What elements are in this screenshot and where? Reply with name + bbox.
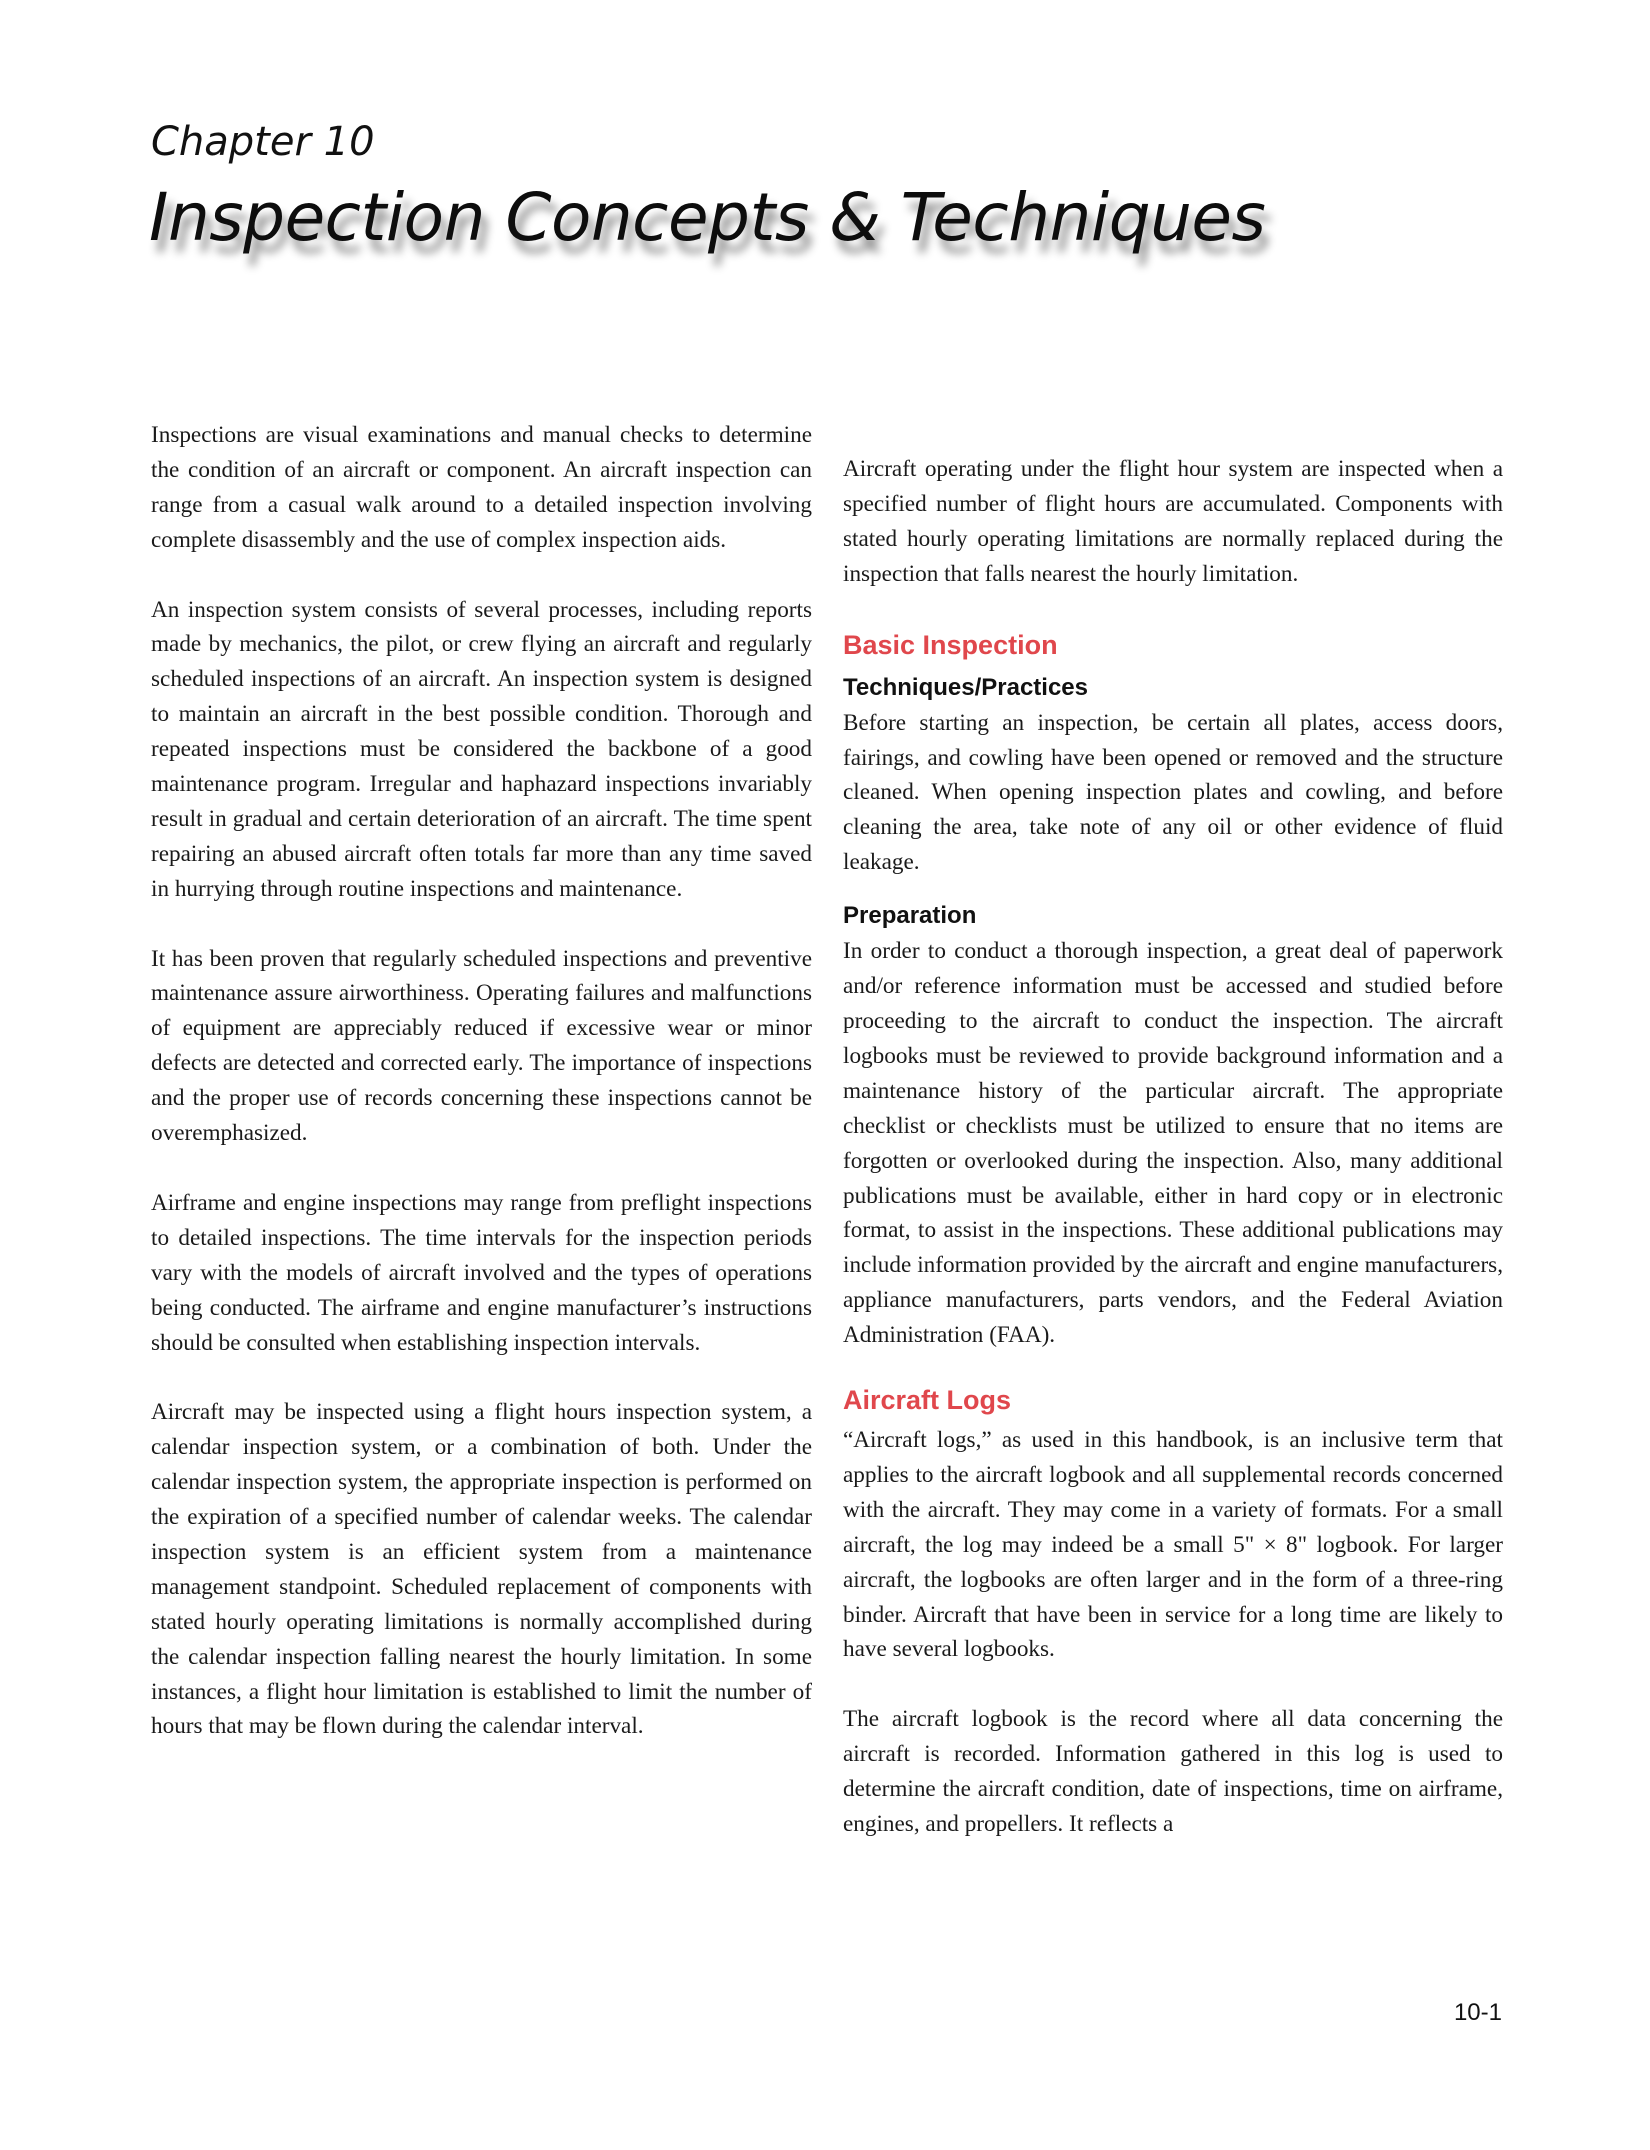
- chapter-label: Chapter 10: [151, 119, 375, 165]
- section-heading-aircraft-logs: Aircraft Logs: [843, 1385, 1012, 1416]
- left-column: [151, 418, 812, 1779]
- paragraph-inspection-system: An inspection system consists of several processes, including reports made by mechanics, the pilot, or crew flying an aircraft and regularly scheduled inspections of an aircraft. An inspection system is designed to maintain an aircraft in the best possible condition. Thorough and repeated inspections must be considered the backbone of a good maintenance program. Irregular and haphazard inspections invariably result in gradual and certain deterioration of an aircraft. The time spent repairing an abused aircraft often totals far more than any time saved in hurrying through routine inspections and maintenance.: [151, 596, 812, 902]
- paragraph-calendar-system: Aircraft may be inspected using a flight hours inspection system, a calendar inspection system, or a combination of both. Under the calendar inspection system, the appropriate inspection is performed on the expiration of a specified number of calendar weeks. The calendar inspection system is an efficient system from a maintenance management standpoint. Scheduled replacement of components with stated hourly operating limitations is normally accomplished during the calendar inspection falling nearest the hourly limitation. In some instances, a flight hour limitation is established to limit the number of hours that may be flown during the calendar interval.: [151, 1399, 812, 1740]
- chapter-title: Inspection Concepts & Techniques: [149, 179, 1266, 256]
- paragraph-airworthiness: It has been proven that regularly scheduled inspections and preventive maintenance assure airworthiness. Operating failures and malfunctions of equipment are appreciably reduced if excessive wear or minor defects are detected and corrected early. The importance of inspections and the proper use of records concerning these inspections cannot be overemphasized.: [151, 945, 812, 1147]
- paragraph-aircraft-logs-definition: “Aircraft logs,” as used in this handbook, is an inclusive term that applies to the aircraft logbook and all supplemental records concerned with the aircraft. They may come in a variety of formats. For a small aircraft, the log may indeed be a small 5" × 8" logbook. For larger aircraft, the logbooks are often larger and in the form of a three-ring binder. Aircraft that have been in service for a long time are likely to have several logbooks.: [843, 1427, 1503, 1663]
- section-heading-basic-inspection: Basic Inspection: [843, 629, 1058, 660]
- paragraph-flight-hour-system: Aircraft operating under the flight hour system are inspected when a specified number of flight hours are accumulated. Components with stated hourly operating limitations are normally replaced during the inspection that falls nearest the hourly limitation.: [843, 456, 1503, 587]
- page-number: 10-1: [1453, 1999, 1502, 2026]
- paragraph-preparation: In order to conduct a thorough inspection, a great deal of paperwork and/or reference information must be accessed and studied before proceeding to the aircraft to conduct the inspection. The aircraft logbooks must be reviewed to provide background information and a maintenance history of the particular aircraft. The appropriate checklist or checklists must be utilized to ensure that no items are forgotten or overlooked during the inspection. Also, many additional publications must be available, either in hard copy or in electronic format, to assist in the inspections. These additional publications may include information provided by the aircraft and engine manufacturers, appliance manufacturers, parts vendors, and the Federal Aviation Administration (FAA).: [843, 938, 1503, 1349]
- sub-heading-preparation: Preparation: [843, 902, 977, 930]
- paragraph-inspection-definition: Inspections are visual examinations and manual checks to determine the condition of an aircraft or component. An aircraft inspection can range from a casual walk around to a detailed inspection involving complete disassembly and the use of complex inspection aids.: [151, 422, 812, 553]
- paragraph-aircraft-logbook-record: The aircraft logbook is the record where all data concerning the aircraft is recorded. Information gathered in this log is used to determine the aircraft condition, date of inspections, time on airframe, engines, and propellers. It reflects a: [843, 1706, 1503, 1837]
- sub-heading-techniques-practices: Techniques/Practices: [843, 673, 1088, 701]
- paragraph-inspection-intervals: Airframe and engine inspections may range from preflight inspections to detailed inspections. The time intervals for the inspection periods vary with the models of aircraft involved and the types of operations being conducted. The airframe and engine manufacturer’s instructions should be consulted when establishing inspection intervals.: [151, 1189, 812, 1356]
- right-column: [843, 452, 1503, 1842]
- paragraph-techniques: Before starting an inspection, be certain all plates, access doors, fairings, and cowling have been opened or removed and the structure cleaned. When opening inspection plates and cowling, and before cleaning the area, take note of any oil or other evidence of fluid leakage.: [843, 709, 1503, 876]
